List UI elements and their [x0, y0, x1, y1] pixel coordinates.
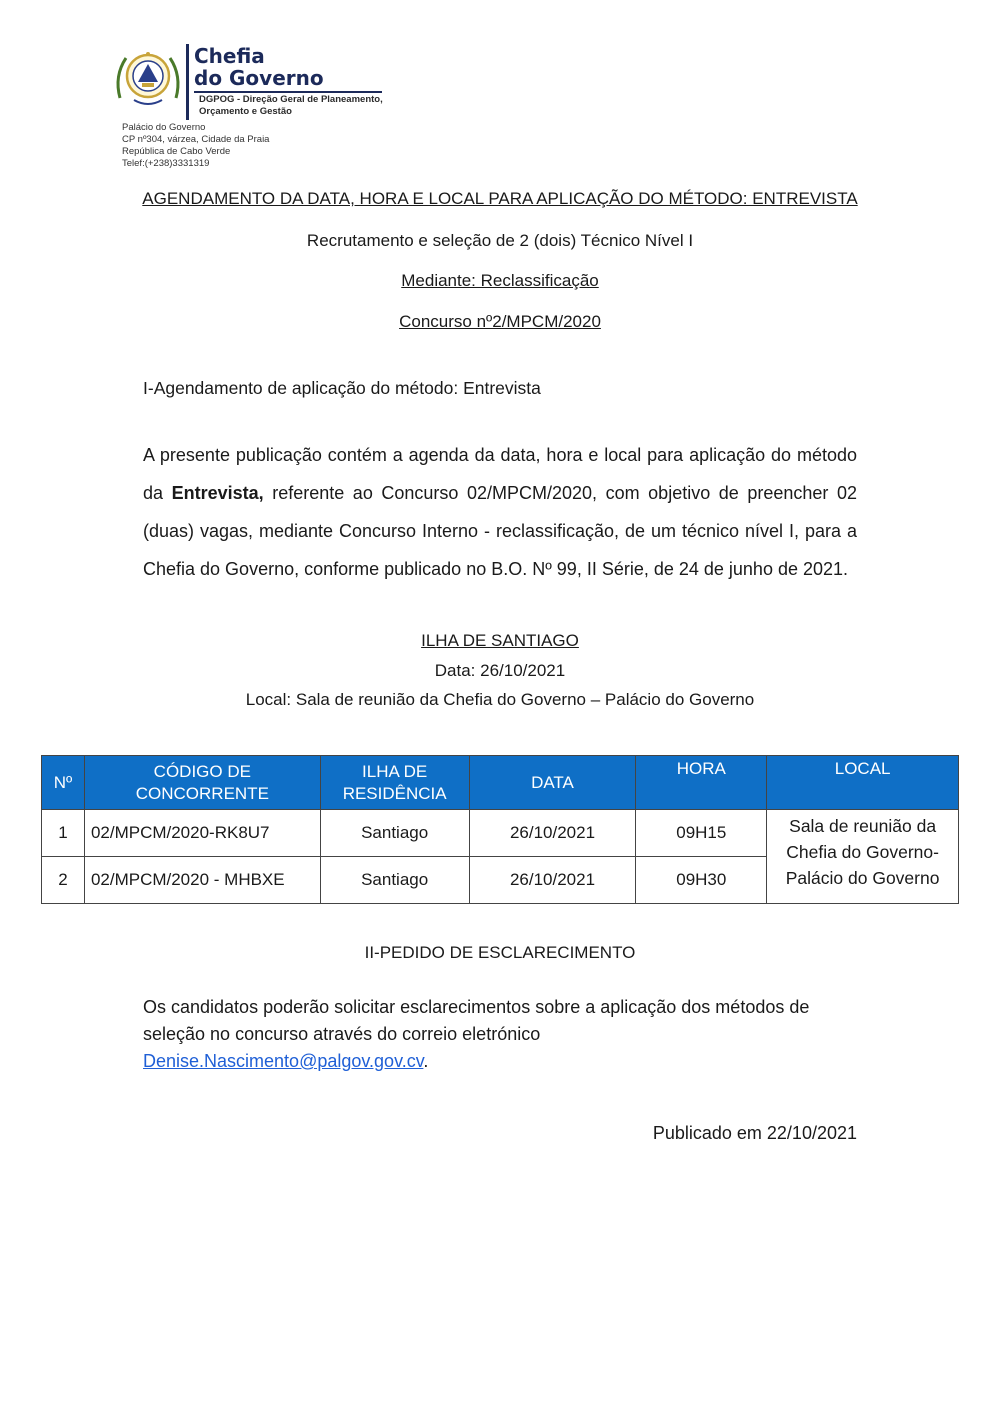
para-text: referente ao Concurso 02/MPCM/2020, com objetivo de preencher 02 (duas) vagas, mediante Concurso Interno - reclassificação, de um técnico nível I, para a Chefia do Governo, conforme publicado no B.O. Nº 99, II Série, de 24 de junho de 2021.: [143, 483, 857, 579]
contact-email-link[interactable]: Denise.Nascimento@palgov.gov.cv: [143, 1051, 424, 1071]
clarification-paragraph: [143, 994, 857, 1075]
col-date-header: DATA: [469, 756, 636, 810]
col-num-header: Nº: [42, 756, 85, 810]
cell-local: [767, 810, 959, 904]
brand-underline: [194, 91, 382, 93]
document-title: AGENDAMENTO DA DATA, HORA E LOCAL PARA APLICAÇÃO DO MÉTODO: ENTREVISTA: [142, 189, 858, 208]
header-text: CONCORRENTE: [135, 783, 269, 803]
col-code-header: [84, 756, 320, 810]
mediante-subtitle: Mediante: Reclassificação: [401, 271, 599, 290]
recruitment-subtitle: Recrutamento e seleção de 2 (dois) Técnico Nível I: [306, 231, 694, 250]
venue-local: Local: Sala de reunião da Chefia do Governo – Palácio do Governo: [245, 690, 755, 709]
schedule-table: [41, 755, 959, 904]
coat-of-arms-logo: [112, 46, 184, 108]
cell-hour: 09H15: [636, 810, 767, 857]
table-header-row: [42, 756, 959, 810]
island-wrap: [0, 629, 1000, 653]
brand-name-line2: do Governo: [194, 66, 324, 90]
concurso-number: Concurso nº2/MPCM/2020: [399, 312, 601, 331]
address-line: Palácio do Governo: [122, 122, 206, 133]
email-suffix: .: [423, 1051, 429, 1071]
col-hour-header: HORA: [636, 756, 767, 810]
brand-name-line1: Chefia: [194, 44, 265, 68]
email-line: [143, 1048, 857, 1075]
island-heading: ILHA DE SANTIAGO: [421, 631, 579, 650]
cell-date: 26/10/2021: [469, 857, 636, 904]
table-row: [42, 810, 959, 857]
cell-date: 26/10/2021: [469, 810, 636, 857]
local-text: Palácio do Governo: [785, 868, 940, 888]
header-text: CÓDIGO DE: [153, 761, 251, 781]
cell-island: Santiago: [320, 810, 469, 857]
clarification-line: seleção no concurso através do correio eletrónico: [143, 1024, 541, 1044]
local-text: Sala de reunião da: [789, 816, 937, 836]
local-text: Chefia do Governo-: [786, 842, 939, 862]
section1-heading: I-Agendamento de aplicação do método: Entrevista: [143, 378, 541, 398]
intro-paragraph: [143, 436, 857, 588]
address-block: [122, 122, 269, 170]
cell-num: 2: [42, 857, 85, 904]
section2-heading: II-PEDIDO DE ESCLARECIMENTO: [364, 943, 636, 962]
address-line: CP nº304, várzea, Cidade da Praia: [122, 134, 270, 145]
cell-code: 02/MPCM/2020-RK8U7: [84, 810, 320, 857]
brand-divider: [186, 44, 189, 120]
cell-hour: 09H30: [636, 857, 767, 904]
address-line: Telef:(+238)3331319: [122, 158, 210, 169]
header-text: ILHA DE: [362, 761, 428, 781]
cell-num: 1: [42, 810, 85, 857]
concurso-wrap: [0, 310, 1000, 334]
cell-island: Santiago: [320, 857, 469, 904]
col-local-header: LOCAL: [767, 756, 959, 810]
clarification-line: Os candidatos poderão solicitar esclarecimentos sobre a aplicação dos métodos de: [143, 997, 810, 1017]
para-bold: Entrevista,: [171, 483, 264, 503]
department-name: DGPOG - Direção Geral de Planeamento, Orçamento e Gestão: [199, 94, 383, 117]
cell-code: 02/MPCM/2020 - MHBXE: [84, 857, 320, 904]
mediante-wrap: [0, 269, 1000, 293]
para-text: A presente publicação contém a agenda da data, hora e local para aplicação do método da: [143, 445, 857, 503]
venue-date: Data: 26/10/2021: [434, 661, 566, 680]
address-line: República de Cabo Verde: [122, 146, 231, 157]
col-island-header: [320, 756, 469, 810]
header-text: RESIDÊNCIA: [342, 783, 447, 803]
published-date: Publicado em 22/10/2021: [652, 1123, 857, 1143]
